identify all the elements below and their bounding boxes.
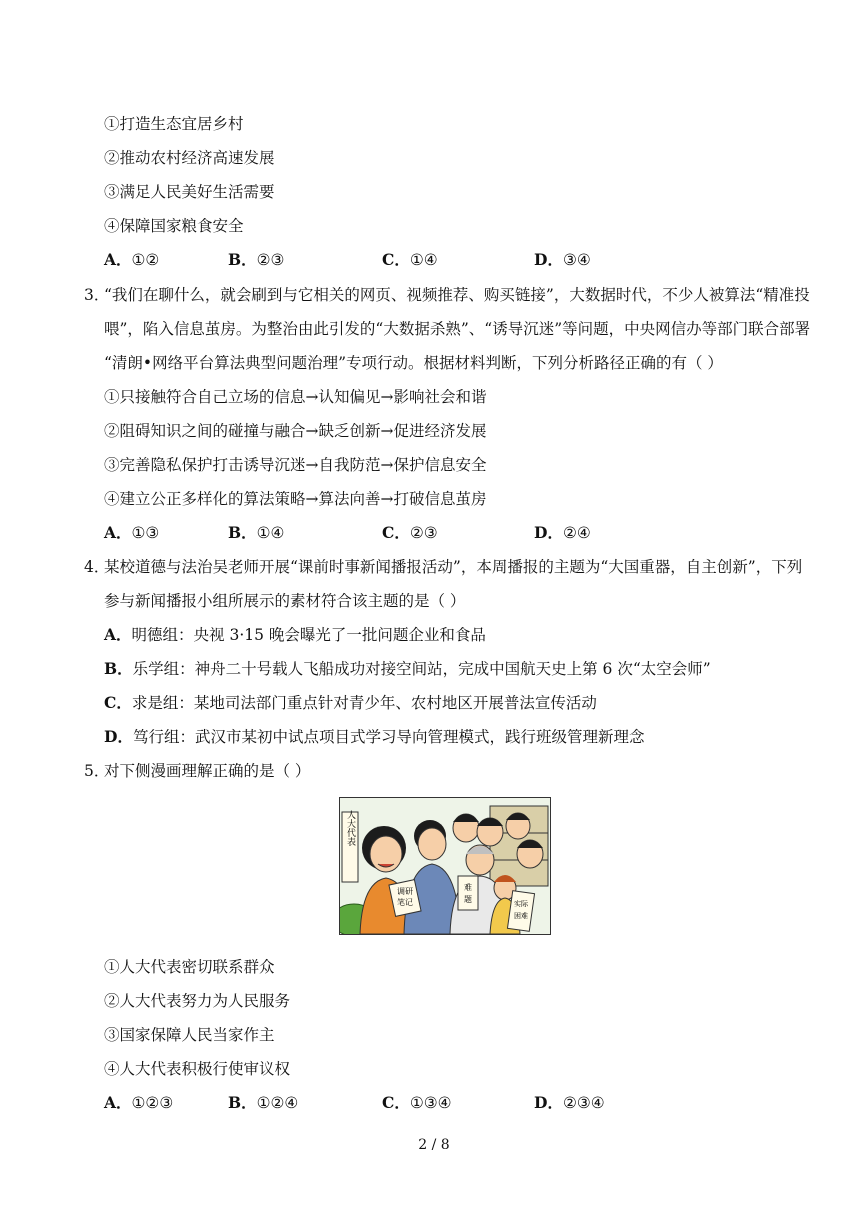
q5-number: 5． — [84, 762, 110, 780]
q4-stem-line-2: 参与新闻播报小组所展示的素材符合该主题的是（ ） — [104, 592, 466, 610]
svg-text:题: 题 — [464, 895, 472, 904]
q5-option-d[interactable]: D．②③④ — [534, 1093, 605, 1112]
sign1-text: 难 — [464, 883, 472, 892]
q3-item-2: ②阻碍知识之间的碰撞与融合→缺乏创新→促进经济发展 — [104, 422, 487, 440]
q5-item-2: ②人大代表努力为人民服务 — [104, 992, 291, 1010]
q3-item-4: ④建立公正多样化的算法策略→算法向善→打破信息茧房 — [104, 490, 487, 508]
q3-stem-line-2: 喂”，陷入信息茧房。为整治由此引发的“大数据杀熟”、“诱导沉迷”等问题，中央网信办等部门联合部署 — [104, 320, 811, 338]
q3-item-1: ①只接触符合自己立场的信息→认知偏见→影响社会和谐 — [104, 388, 487, 406]
svg-text:困难: 困难 — [514, 912, 528, 920]
q2-item-3: ③满足人民美好生活需要 — [104, 183, 275, 201]
q3-number: 3． — [84, 286, 110, 304]
sign2-text: 实际 — [514, 900, 528, 908]
q2-item-2: ②推动农村经济高速发展 — [104, 149, 275, 167]
q5-stem: 5．对下侧漫画理解正确的是（ ） — [84, 762, 311, 780]
q4-option-b[interactable]: B．乐学组：神舟二十号载人飞船成功对接空间站，完成中国航天史上第 6 次“太空会师” — [104, 659, 711, 678]
q3-stem-line-3: “清朗•网络平台算法典型问题治理”专项行动。根据材料判断，下列分析路径正确的有（ ） — [104, 354, 723, 372]
q2-option-a[interactable]: A．①② — [104, 250, 160, 269]
q2-item-4: ④保障国家粮食安全 — [104, 217, 244, 235]
q5-option-c[interactable]: C．①③④ — [382, 1093, 452, 1112]
q4-option-a[interactable]: A．明德组：央视 3·15 晚会曝光了一批问题企业和食品 — [104, 625, 486, 644]
q4-stem-line-1: 4．某校道德与法治吴老师开展“课前时事新闻播报活动”，本周播报的主题为“大国重器，自主创新”，下列 — [84, 558, 803, 576]
q2-item-1: ①打造生态宜居乡村 — [104, 115, 244, 133]
q3-option-d[interactable]: D．②④ — [534, 523, 591, 542]
q5-option-a[interactable]: A．①②③ — [104, 1093, 174, 1112]
q5-item-1: ①人大代表密切联系群众 — [104, 958, 275, 976]
q4-number: 4． — [84, 558, 110, 576]
q5-cartoon — [339, 797, 551, 935]
cartoon-illustration — [340, 798, 550, 934]
q3-option-a[interactable]: A．①③ — [104, 523, 160, 542]
q3-item-3: ③完善隐私保护打击诱导沉迷→自我防范→保护信息安全 — [104, 456, 487, 474]
q2-option-d[interactable]: D．③④ — [534, 250, 591, 269]
page-number: 2 / 8 — [418, 1137, 450, 1153]
q3-stem-line-1: 3．“我们在聊什么，就会刷到与它相关的网页、视频推荐、购买链接”，大数据时代，不少人被算法“精准投 — [84, 286, 810, 304]
q3-option-c[interactable]: C．②③ — [382, 523, 438, 542]
q4-option-d[interactable]: D．笃行组：武汉市某初中试点项目式学习导向管理模式，践行班级管理新理念 — [104, 727, 645, 746]
q5-item-4: ④人大代表积极行使审议权 — [104, 1060, 291, 1078]
banner-text: 人大代表 — [345, 810, 355, 846]
q2-option-b[interactable]: B．②③ — [228, 250, 285, 269]
svg-text:笔记: 笔记 — [397, 898, 413, 907]
q4-option-c[interactable]: C．求是组：某地司法部门重点针对青少年、农村地区开展普法宣传活动 — [104, 693, 597, 712]
q2-option-c[interactable]: C．①④ — [382, 250, 438, 269]
notebook-text: 调研 — [397, 887, 413, 896]
q5-item-3: ③国家保障人民当家作主 — [104, 1026, 275, 1044]
q5-option-b[interactable]: B．①②④ — [228, 1093, 299, 1112]
q3-option-b[interactable]: B．①④ — [228, 523, 285, 542]
